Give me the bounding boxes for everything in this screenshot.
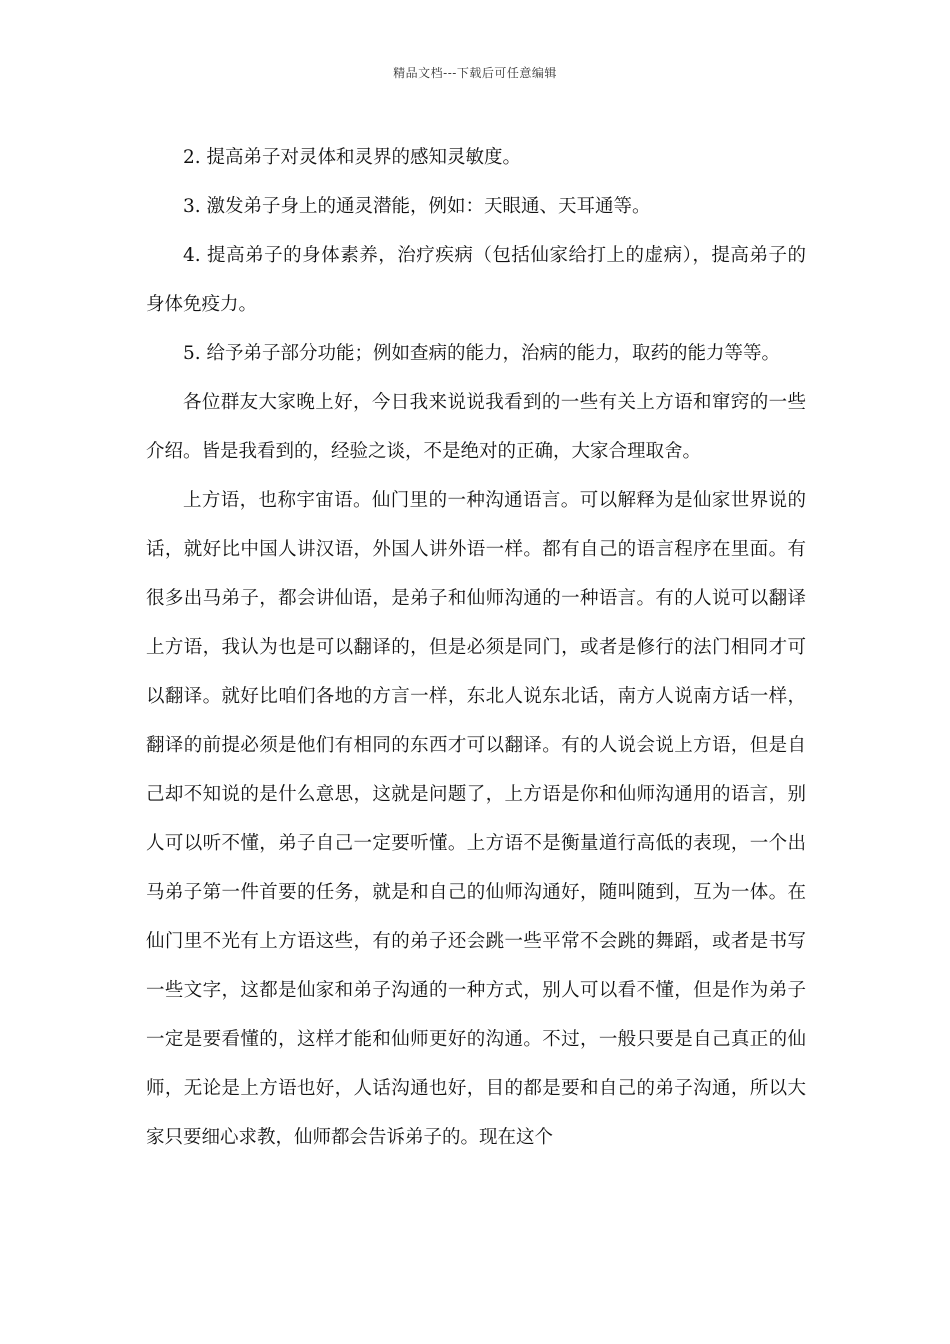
document-body bbox=[146, 133, 806, 1162]
shangfangyu-paragraph: 上方语，也称宇宙语。仙门里的一种沟通语言。可以解释为是仙家世界说的话，就好比中国人讲汉语，外国人讲外语一样。都有自己的语言程序在里面。有很多出马弟子，都会讲仙语，是弟子和仙师沟通的一种语言。有的人说可以翻译上方语，我认为也是可以翻译的，但是必须是同门，或者是修行的法门相同才可以翻译。就好比咱们各地的方言一样，东北人说东北话，南方人说南方话一样，翻译的前提必须是他们有相同的东西才可以翻译。有的人说会说上方语，但是自己却不知说的是什么意思，这就是问题了，上方语是你和仙师沟通用的语言，别人可以听不懂，弟子自己一定要听懂。上方语不是衡量道行高低的表现，一个出马弟子第一件首要的任务，就是和自己的仙师沟通好，随叫随到，互为一体。在仙门里不光有上方语这些，有的弟子还会跳一些平常不会跳的舞蹈，或者是书写一些文字，这都是仙家和弟子沟通的一种方式，别人可以看不懂，但是作为弟子一定是要看懂的，这样才能和仙师更好的沟通。不过，一般只要是自己真正的仙师，无论是上方语也好，人话沟通也好，目的都是要和自己的弟子沟通，所以大家只要细心求教，仙师都会告诉弟子的。现在这个 bbox=[146, 490, 806, 1148]
list-item-3: 3. 激发弟子身上的通灵潜能，例如：天眼通、天耳通等。 bbox=[183, 196, 651, 217]
list-item-2: 2. 提高弟子对灵体和灵界的感知灵敏度。 bbox=[183, 147, 522, 168]
page-header: 精品文档---下载后可任意编辑 bbox=[393, 66, 557, 80]
list-item-5: 5. 给予弟子部分功能；例如查病的能力，治病的能力，取药的能力等等。 bbox=[183, 343, 781, 364]
list-item-4: 4. 提高弟子的身体素养，治疗疾病（包括仙家给打上的虚病），提高弟子的身体免疫力。 bbox=[146, 245, 806, 315]
intro-paragraph: 各位群友大家晚上好，今日我来说说我看到的一些有关上方语和窜窍的一些介绍。皆是我看到的，经验之谈，不是绝对的正确，大家合理取舍。 bbox=[146, 392, 806, 462]
